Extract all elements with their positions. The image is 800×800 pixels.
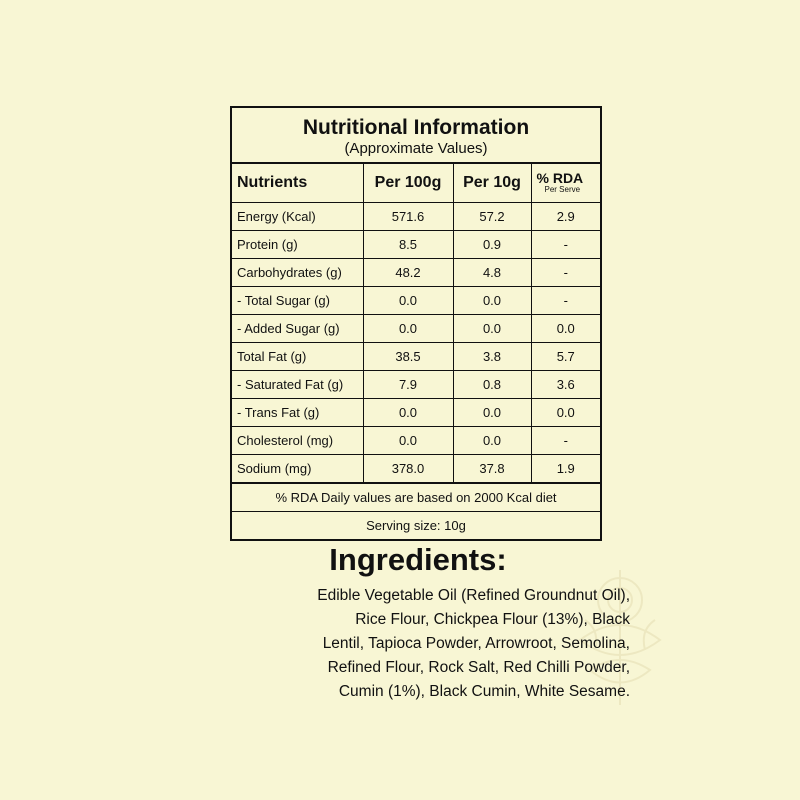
- nutrition-title: Nutritional Information: [302, 116, 530, 139]
- value-per-100g: 0.0: [363, 314, 453, 342]
- table-row: [232, 286, 600, 314]
- nutrition-panel: [230, 106, 602, 541]
- table-row: [232, 342, 600, 370]
- value-rda: 1.9: [531, 454, 600, 482]
- value-per-10g: 0.0: [453, 398, 531, 426]
- nutrient-name: Total Fat (g): [232, 342, 363, 370]
- value-per-10g: 4.8: [453, 258, 531, 286]
- ingredients-line: Cumin (1%), Black Cumin, White Sesame.: [338, 683, 630, 700]
- rda-sublabel: Per Serve: [544, 185, 581, 195]
- table-row: [232, 314, 600, 342]
- value-per-100g: 0.0: [363, 286, 453, 314]
- value-rda: -: [531, 258, 600, 286]
- value-per-100g: 571.6: [363, 202, 453, 230]
- value-per-10g: 57.2: [453, 202, 531, 230]
- table-header-row: [232, 164, 600, 202]
- value-rda: -: [531, 286, 600, 314]
- nutrient-name: - Total Sugar (g): [232, 286, 363, 314]
- value-per-10g: 0.9: [453, 230, 531, 258]
- table-row: [232, 258, 600, 286]
- table-row: [232, 398, 600, 426]
- nutrient-name: Protein (g): [232, 230, 363, 258]
- column-header-per-10g: Per 10g: [453, 164, 531, 202]
- value-rda: 2.9: [531, 202, 600, 230]
- table-row: [232, 370, 600, 398]
- table-row: [232, 454, 600, 482]
- table-row: [232, 426, 600, 454]
- value-per-100g: 8.5: [363, 230, 453, 258]
- nutrient-name: Sodium (mg): [232, 454, 363, 482]
- value-rda: 0.0: [531, 398, 600, 426]
- value-per-10g: 0.8: [453, 370, 531, 398]
- ingredients-line: Refined Flour, Rock Salt, Red Chilli Powder,: [327, 659, 630, 676]
- value-per-10g: 0.0: [453, 314, 531, 342]
- table-row: [232, 230, 600, 258]
- value-per-10g: 37.8: [453, 454, 531, 482]
- nutrient-name: Carbohydrates (g): [232, 258, 363, 286]
- value-rda: 5.7: [531, 342, 600, 370]
- nutrient-name: - Added Sugar (g): [232, 314, 363, 342]
- nutrition-subtitle: (Approximate Values): [344, 140, 488, 157]
- ingredients-line: Lentil, Tapioca Powder, Arrowroot, Semolina,: [322, 635, 630, 652]
- table-row: [232, 202, 600, 230]
- value-per-100g: 0.0: [363, 398, 453, 426]
- value-per-100g: 38.5: [363, 342, 453, 370]
- ingredients-line: Edible Vegetable Oil (Refined Groundnut Oil),: [317, 587, 630, 604]
- value-rda: -: [531, 230, 600, 258]
- nutrient-name: Cholesterol (mg): [232, 426, 363, 454]
- value-rda: 0.0: [531, 314, 600, 342]
- value-rda: -: [531, 426, 600, 454]
- ingredients-line: Rice Flour, Chickpea Flour (13%), Black: [355, 611, 630, 628]
- value-per-100g: 48.2: [363, 258, 453, 286]
- nutrition-header: [232, 108, 600, 164]
- column-header-rda: [531, 164, 600, 202]
- column-header-nutrients: Nutrients: [232, 164, 363, 202]
- value-per-100g: 0.0: [363, 426, 453, 454]
- value-per-10g: 0.0: [453, 426, 531, 454]
- column-header-per-100g: Per 100g: [363, 164, 453, 202]
- nutrition-table: [232, 164, 600, 483]
- rda-note: % RDA Daily values are based on 2000 Kcal diet: [232, 483, 600, 511]
- nutrient-name: Energy (Kcal): [232, 202, 363, 230]
- value-rda: 3.6: [531, 370, 600, 398]
- nutrient-name: - Saturated Fat (g): [232, 370, 363, 398]
- value-per-10g: 0.0: [453, 286, 531, 314]
- value-per-100g: 7.9: [363, 370, 453, 398]
- ingredients-title: Ingredients:: [329, 542, 507, 577]
- rda-label: % RDA: [536, 170, 584, 187]
- serving-size: Serving size: 10g: [232, 511, 600, 539]
- value-per-10g: 3.8: [453, 342, 531, 370]
- ingredients-list: [200, 584, 630, 704]
- nutrient-name: - Trans Fat (g): [232, 398, 363, 426]
- value-per-100g: 378.0: [363, 454, 453, 482]
